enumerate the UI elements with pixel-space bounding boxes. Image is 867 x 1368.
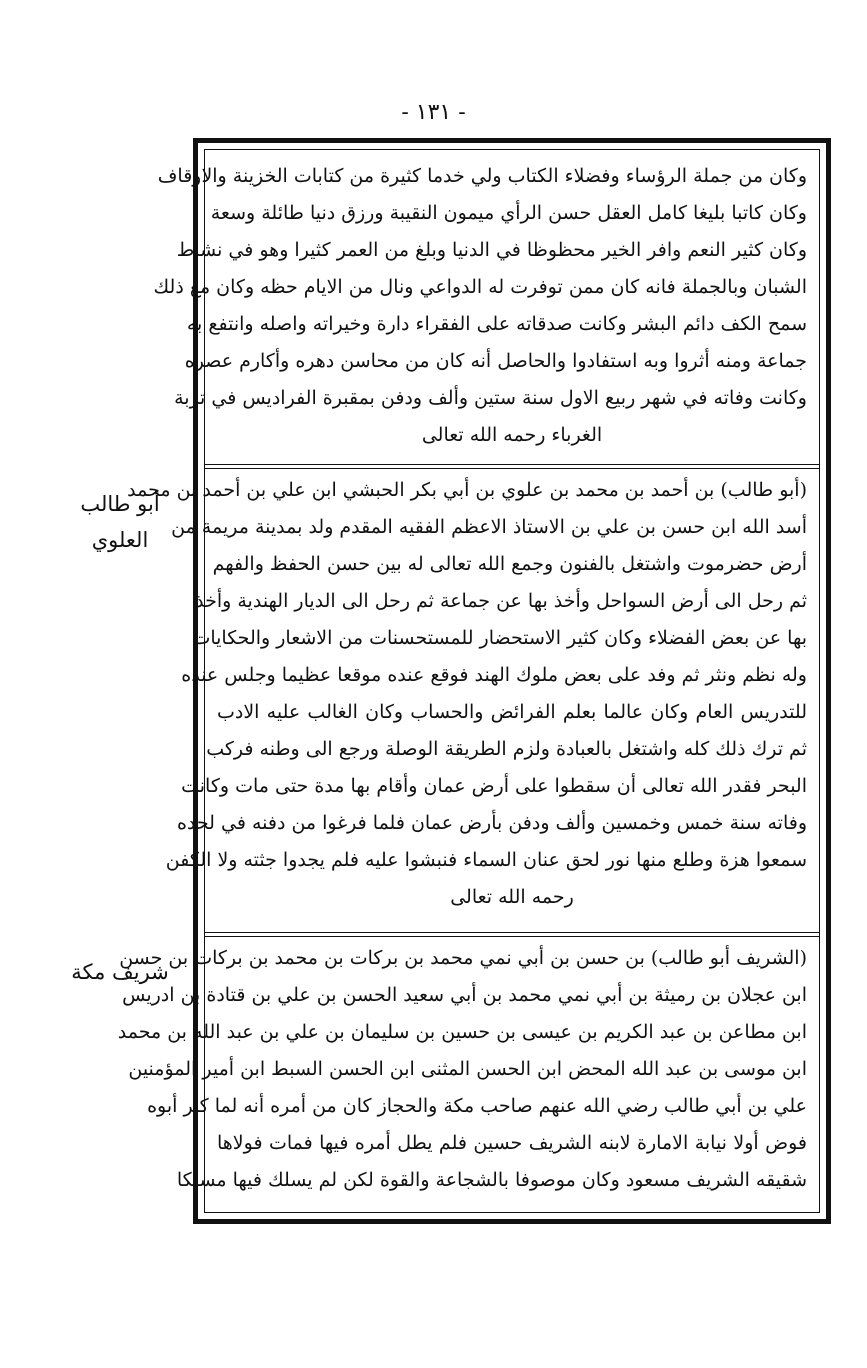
text-line: للتدريس العام وكان عالما بعلم الفرائض والحساب وكان الغالب عليه الادب [217,701,807,723]
margin-note-line: العلوي [91,528,149,552]
text-line: ابن مطاعن بن عبد الكريم بن عيسى بن حسين بن سليمان بن علي بن عبد الله بن محمد [117,1021,807,1043]
margin-note-abu-talib-alawi [60,486,180,558]
text-line: البحر فقدر الله تعالى أن سقطوا على أرض عمان وأقام بها مدة حتى مات وكانت [181,775,807,797]
text-line: وفاته سنة خمس وخمسين وألف ودفن بأرض عمان فلما فرغوا من دفنه في لحده [176,812,807,834]
text-line: ابن موسى بن عبد الله المحض ابن الحسن المثنى ابن الحسن السبط ابن أمير المؤمنين [128,1058,807,1080]
page-number: - ١٣١ - [401,100,466,125]
text-line: ابن عجلان بن رميثة بن أبي نمي محمد بن أبي سعيد الحسن بن علي بن قتادة بن ادريس [122,984,807,1006]
text-line: ثم رحل الى أرض السواحل وأخذ بها عن جماعة ثم رحل الى الديار الهندية وأخذ [195,590,807,612]
section-divider [205,464,819,465]
text-line: أسد الله ابن حسن بن علي بن الاستاذ الاعظم الفقيه المقدم ولد بمدينة مريمة من [171,516,807,538]
text-line: سمح الكف دائم البشر وكانت صدقاته على الفقراء دارة وخيراته واصله وانتفع به [186,313,807,335]
text-line: وكان كاتبا بليغا كامل العقل حسن الرأي ميمون النقيبة ورزق دنيا طائلة وسعة [210,202,807,224]
text-line: وكان كثير النعم وافر الخير محظوظا في الدنيا وبلغ من العمر كثيرا وهو في نشاط [176,239,807,261]
text-line: سمعوا هزة وطلع منها نور لحق عنان السماء فنبشوا عليه فلم يجدوا جثته ولا الكفن [165,849,807,871]
entry-heading-line: (أبو طالب) بن أحمد بن محمد بن علوي بن أبي بكر الحبشي ابن علي بن أحمد بن محمد [127,479,807,501]
text-line: جماعة ومنه أثروا وبه استفادوا والحاصل أنه كان من محاسن دهره وأكارم عصره [184,350,807,372]
text-line: فوض أولا نيابة الامارة لابنه الشريف حسين فلم يطل أمره فيها فمات فولاها [217,1132,807,1154]
margin-note-line: أبو طالب [80,492,160,516]
entry-section-1 [153,150,819,464]
text-line: الغرباء رحمه الله تعالى [421,424,603,446]
text-line: وكان من جملة الرؤساء وفضلاء الكتاب ولي خدما كثيرة من كتابات الخزينة والاوقاف [157,165,807,187]
text-line: وله نظم ونثر ثم وفد على بعض ملوك الهند فوقع عنده موقعا عظيما وجلس عنده [181,664,807,686]
text-line: شقيقه الشريف مسعود وكان موصوفا بالشجاعة والقوة لكن لم يسلك فيها مسلكا [176,1169,807,1191]
text-line: أرض حضرموت واشتغل بالفنون وجمع الله تعالى له بين حسن الحفظ والفهم [212,553,807,575]
text-line: ثم ترك ذلك كله واشتغل بالعبادة ولزم الطريقة الوصلة ورجع الى وطنه فركب [206,738,807,760]
text-line: الشبان وبالجملة فانه كان ممن توفرت له الدواعي ونال من الايام حظه وكان مع ذلك [153,276,807,298]
section-divider [205,932,819,933]
margin-note-sharif-makka [60,954,180,990]
text-line: رحمه الله تعالى [450,886,574,908]
text-line: بها عن بعض الفضلاء وكان كثير الاستحضار للمستحسنات من الاشعار والحكايات [192,627,807,649]
entry-heading-line: (الشريف أبو طالب) بن حسن بن أبي نمي محمد بن بركات بن محمد بن بركات بن حسن [119,947,807,969]
margin-note-line: شريف مكة [71,960,169,984]
text-line: وكانت وفاته في شهر ربيع الاول سنة ستين وألف ودفن بمقبرة الفراديس في تربة [174,387,807,409]
entry-section-2 [127,468,819,928]
text-line: علي بن أبي طالب رضي الله عنهم صاحب مكة والحجاز كان من أمره أنه لما كبر أبوه [147,1095,807,1117]
